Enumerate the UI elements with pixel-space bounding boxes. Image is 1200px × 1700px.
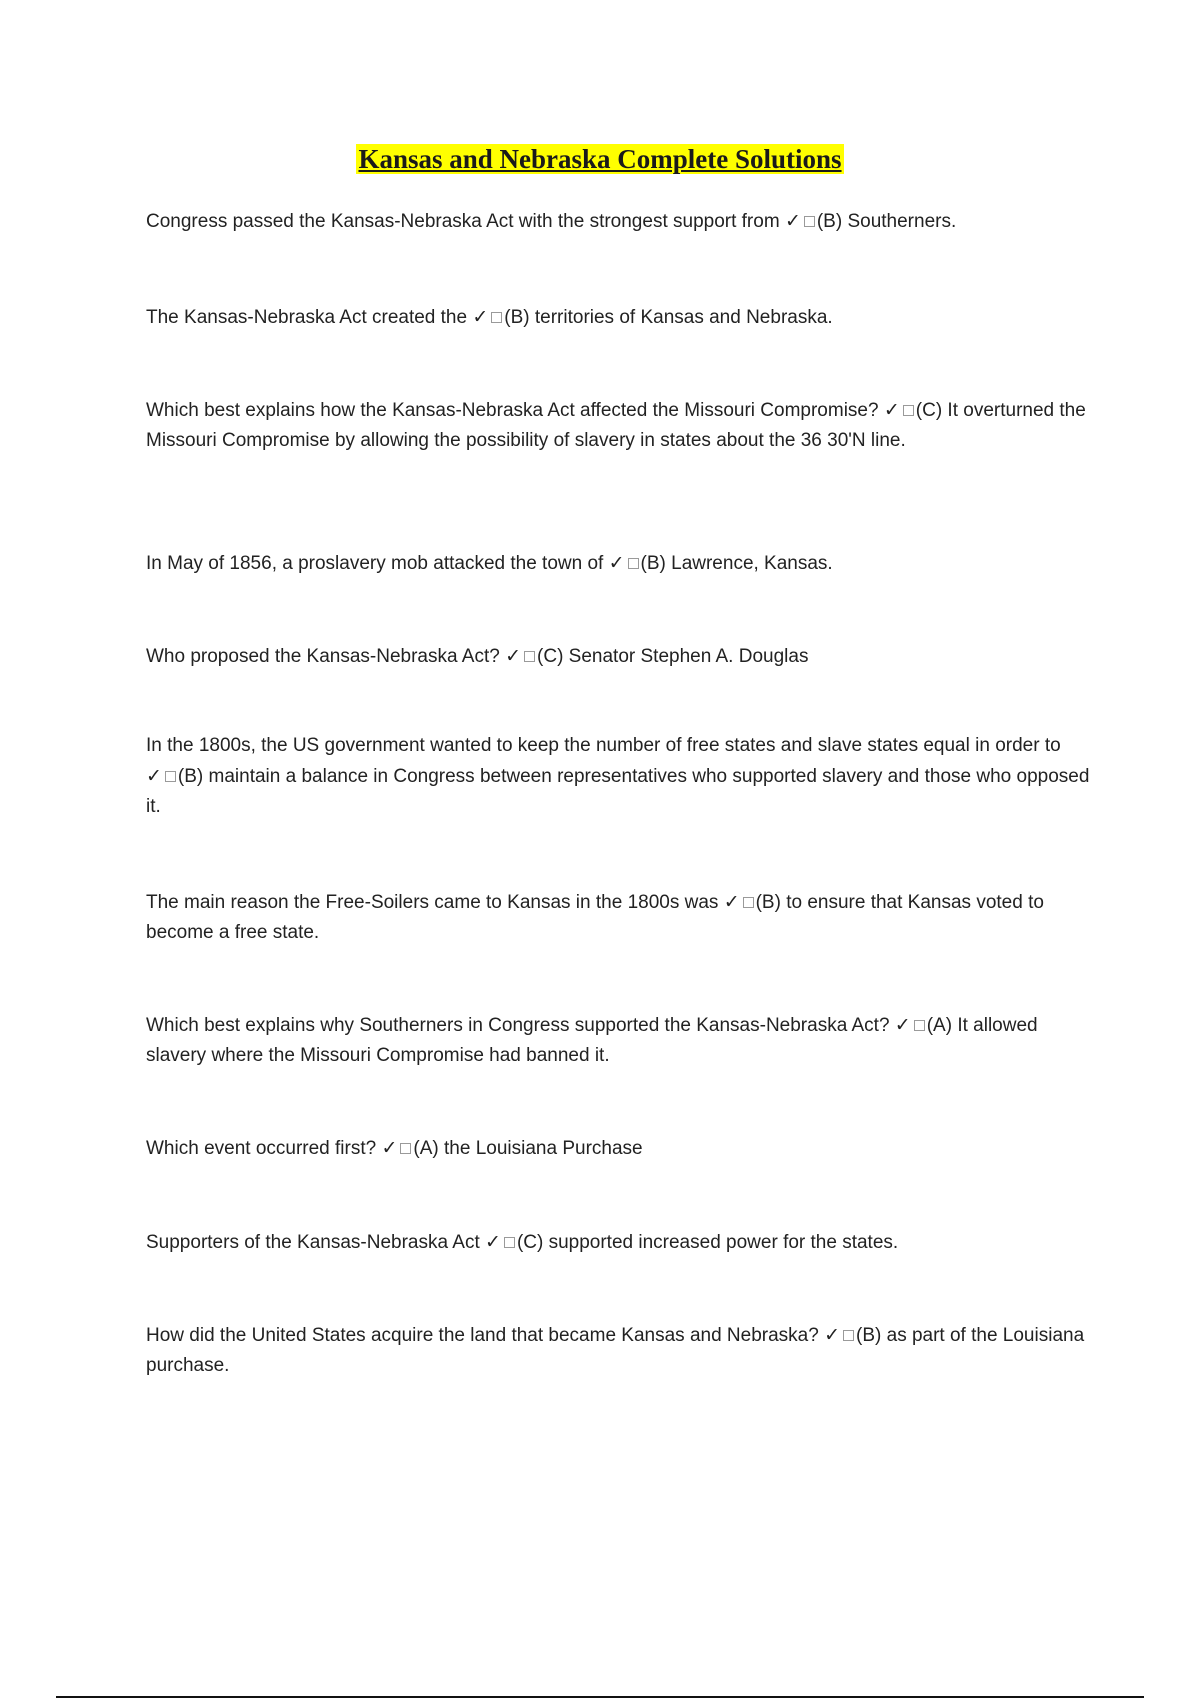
checkbox-icon [504,1237,515,1248]
page-title [0,142,1200,176]
answer-text: (C) Senator Stephen A. Douglas [537,646,809,667]
question-text: The main reason the Free-Soilers came to Kansas in the 1800s was [146,892,719,913]
qa-item [146,395,1096,456]
answer-text: (B) territories of Kansas and Nebraska. [504,307,833,328]
question-text: Which best explains why Southerners in Congress supported the Kansas-Nebraska Act? [146,1015,890,1036]
answer-marker [485,1227,517,1258]
checkbox-icon [524,651,535,662]
question-text: Supporters of the Kansas-Nebraska Act [146,1232,480,1253]
answer-marker [884,395,916,426]
question-text: In the 1800s, the US government wanted to keep the number of free states and slave states equal in order to [146,735,1061,756]
checkbox-icon [914,1020,925,1031]
qa-item [146,1320,1096,1381]
question-text: Who proposed the Kansas-Nebraska Act? [146,646,500,667]
check-icon: ✓ [146,765,162,787]
footer-divider [56,1696,1144,1698]
check-icon: ✓ [894,1014,911,1036]
answer-marker [785,206,817,237]
check-icon: ✓ [485,1231,501,1253]
qa-item [146,887,1096,948]
check-icon: ✓ [608,552,625,574]
answer-text: (A) the Louisiana Purchase [413,1138,643,1159]
answer-text: (C) It overturned the Missouri Compromise by allowing the possibility of slavery in states about the 36 30'N line. [146,400,1086,451]
question-text: How did the United States acquire the land that became Kansas and Nebraska? [146,1325,819,1346]
answer-marker [824,1320,856,1351]
checkbox-icon [491,312,502,323]
answer-text: (B) maintain a balance in Congress between representatives who supported slavery and those who opposed it. [146,766,1090,817]
qa-item [146,641,1096,672]
check-icon: ✓ [381,1137,398,1159]
checkbox-icon [165,771,176,782]
qa-item [146,1227,1096,1258]
question-text: Which best explains how the Kansas-Nebraska Act affected the Missouri Compromise? [146,400,879,421]
answer-text: (B) Southerners. [816,211,957,232]
answer-text: (C) supported increased power for the states. [516,1232,899,1253]
answer-marker [724,887,756,918]
answer-text: (A) It allowed slavery where the Missouri Compromise had banned it. [146,1015,1038,1066]
page-title-text: Kansas and Nebraska Complete Solutions [358,144,842,174]
question-text: Congress passed the Kansas-Nebraska Act with the strongest support from [146,211,780,232]
check-icon: ✓ [505,645,522,667]
checkbox-icon [903,405,914,416]
question-text: In May of 1856, a proslavery mob attacked the town of [146,553,604,574]
answer-text: (B) Lawrence, Kansas. [640,553,833,574]
checkbox-icon [743,897,754,908]
qa-item [146,302,1096,333]
qa-item [146,206,1096,237]
checkbox-icon [400,1143,411,1154]
check-icon: ✓ [472,306,489,328]
answer-text: (B) as part of the Louisiana purchase. [146,1325,1085,1376]
answer-text: (B) to ensure that Kansas voted to become a free state. [146,892,1044,943]
qa-item [146,1010,1096,1071]
check-icon: ✓ [784,210,801,232]
qa-item [146,1133,1096,1164]
answer-marker [895,1010,927,1041]
answer-marker [381,1133,413,1164]
checkbox-icon [628,558,639,569]
answer-marker [609,548,641,579]
qa-item [146,731,1096,822]
question-text: The Kansas-Nebraska Act created the [146,307,468,328]
check-icon: ✓ [883,399,900,421]
answer-marker [146,761,178,792]
check-icon: ✓ [723,891,740,913]
question-text: Which event occurred first? [146,1138,377,1159]
answer-marker [505,641,537,672]
check-icon: ✓ [824,1324,841,1346]
checkbox-icon [804,216,815,227]
qa-item [146,548,1096,579]
checkbox-icon [843,1330,854,1341]
answer-marker [472,302,504,333]
